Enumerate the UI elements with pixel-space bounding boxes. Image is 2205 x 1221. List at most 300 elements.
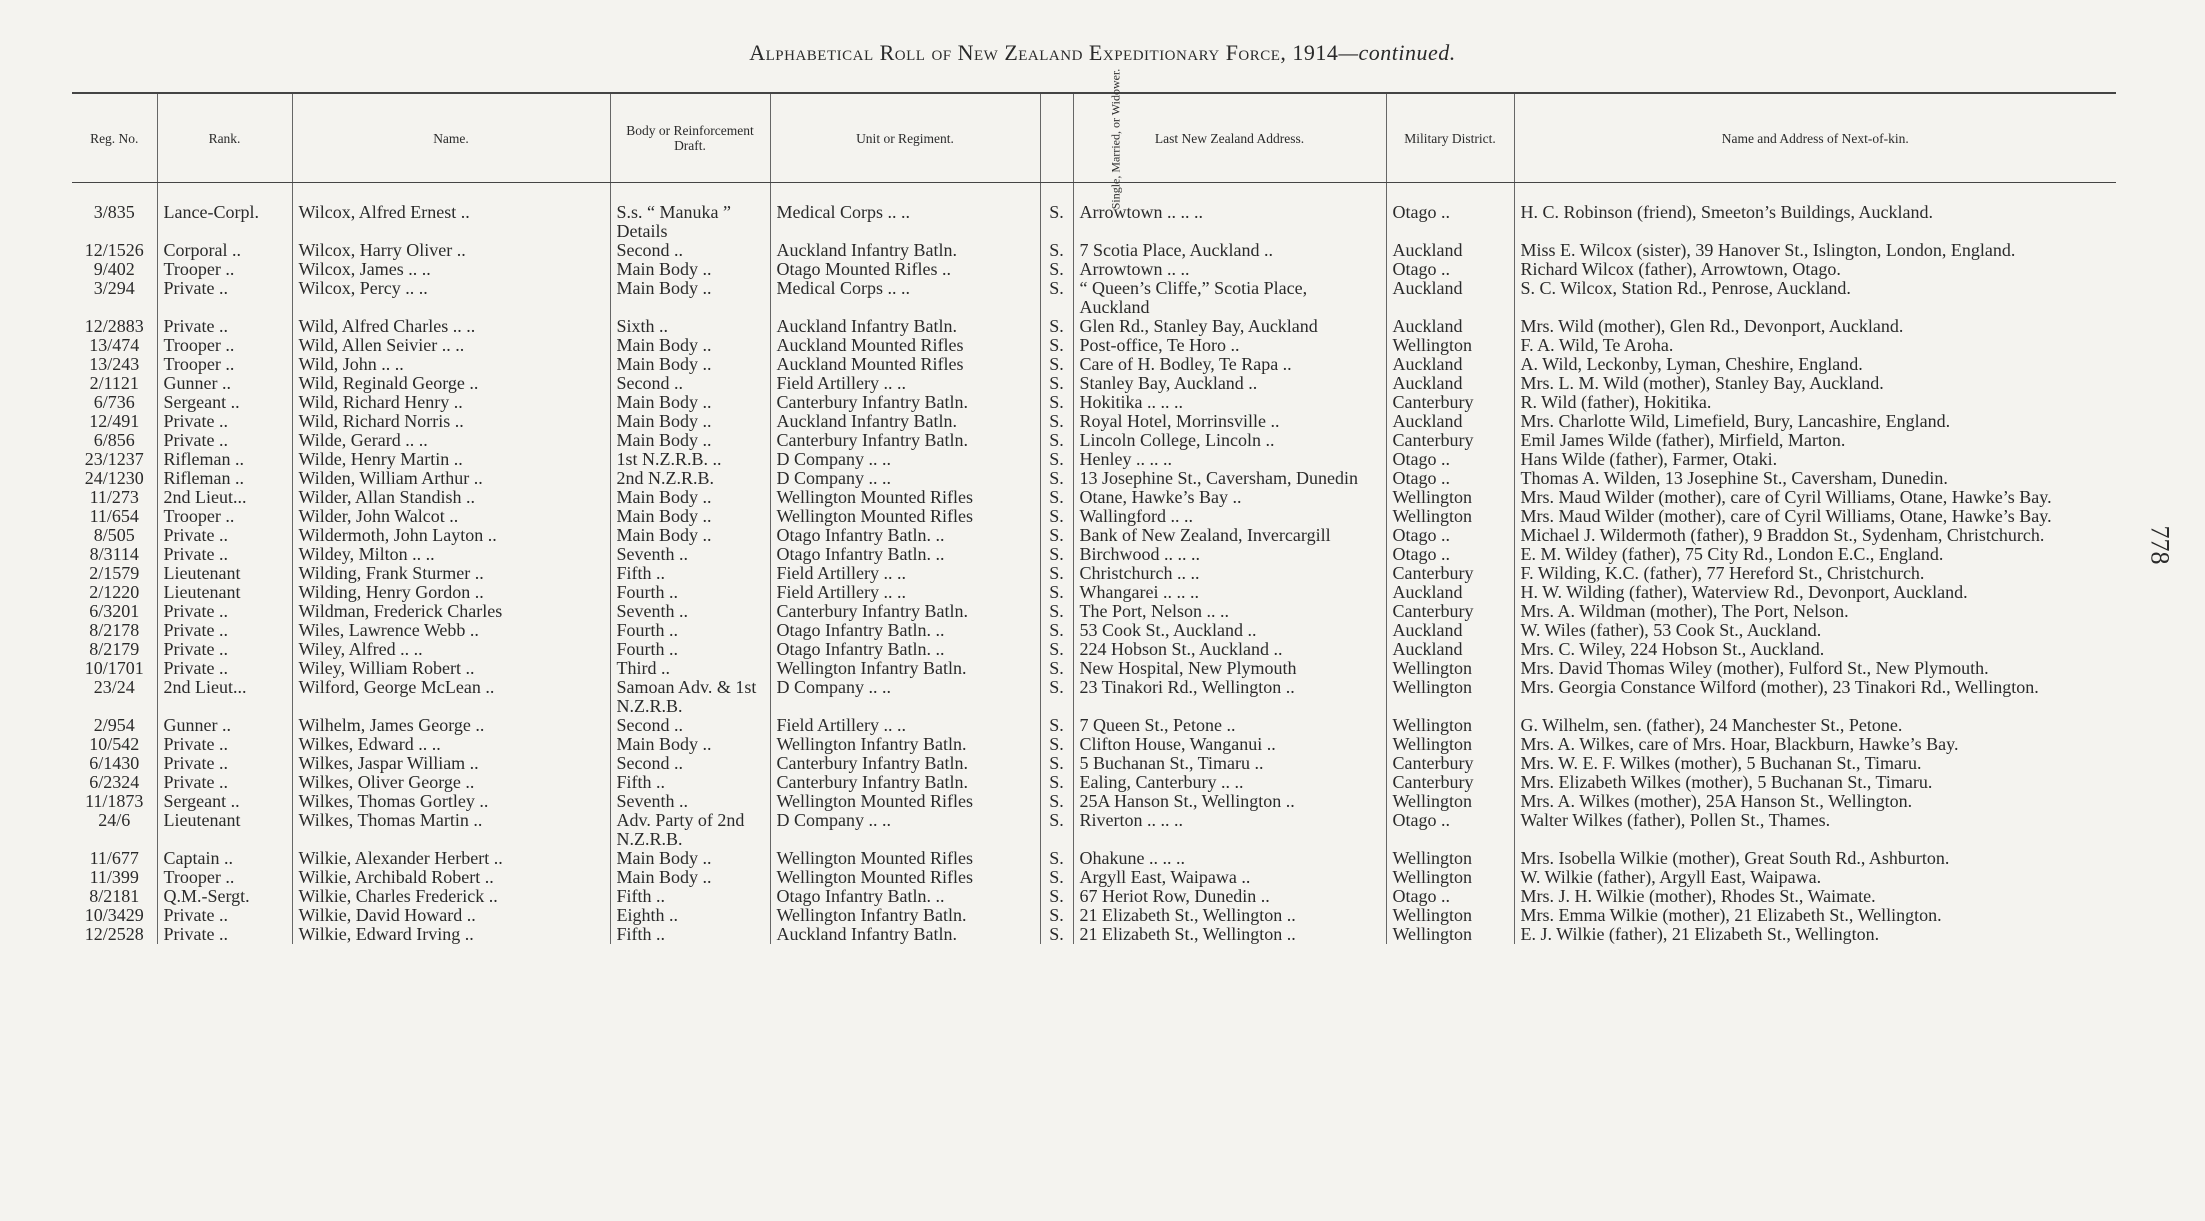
cell-unit: Otago Infantry Batln. .. (770, 621, 1040, 640)
cell-address: 23 Tinakori Rd., Wellington .. (1073, 678, 1386, 716)
cell-name: Wildermoth, John Layton .. (292, 526, 610, 545)
cell-reg-no: 23/24 (93, 678, 135, 697)
cell-kin: H. C. Robinson (friend), Smeeton’s Buildings, Auckland. (1514, 203, 2116, 241)
cell-rank: Lieutenant (157, 583, 292, 602)
cell-name: Wilhelm, James George .. (292, 716, 610, 735)
cell-body: Main Body .. (610, 393, 770, 412)
cell-body: Fourth .. (610, 583, 770, 602)
cell-district: Otago .. (1386, 545, 1514, 564)
cell-district: Wellington (1386, 849, 1514, 868)
cell-unit: Otago Infantry Batln. .. (770, 887, 1040, 906)
table-row (72, 925, 2116, 944)
spacer-cell (1514, 183, 2116, 204)
cell-status: S. (1040, 279, 1073, 317)
table-row (72, 811, 2116, 849)
cell-name: Wilkes, Edward .. .. (292, 735, 610, 754)
cell-body: Fifth .. (610, 773, 770, 792)
header-address: Last New Zealand Address. (1073, 93, 1386, 183)
cell-address: Hokitika .. .. .. (1073, 393, 1386, 412)
cell-body: Main Body .. (610, 488, 770, 507)
cell-district: Auckland (1386, 412, 1514, 431)
cell-body: S.s. “ Manuka ” Details (610, 203, 770, 241)
cell-kin: A. Wild, Leckonby, Lyman, Cheshire, England. (1514, 355, 2116, 374)
cell-status: S. (1040, 260, 1073, 279)
table-row (72, 868, 2116, 887)
cell-address: 5 Buchanan St., Timaru .. (1073, 754, 1386, 773)
cell-rank: Private .. (157, 545, 292, 564)
cell-rank: Private .. (157, 412, 292, 431)
cell-district: Otago .. (1386, 203, 1514, 241)
header-status (1040, 68, 1122, 209)
table-row (72, 640, 2116, 659)
header-body: Body or Reinforcement Draft. (610, 93, 770, 183)
cell-reg-no: 10/542 (89, 735, 140, 754)
cell-kin: Mrs. Elizabeth Wilkes (mother), 5 Buchanan St., Timaru. (1514, 773, 2116, 792)
cell-rank: Rifleman .. (157, 469, 292, 488)
spacer-cell (1386, 183, 1514, 204)
page-number: 778 (2145, 525, 2175, 565)
cell-kin: Mrs. David Thomas Wiley (mother), Fulford St., New Plymouth. (1514, 659, 2116, 678)
cell-name: Wild, Alfred Charles .. .. (292, 317, 610, 336)
cell-name: Wild, John .. .. (292, 355, 610, 374)
cell-district: Canterbury (1386, 431, 1514, 450)
cell-reg-no: 11/654 (89, 507, 139, 526)
cell-kin: G. Wilhelm, sen. (father), 24 Manchester St., Petone. (1514, 716, 2116, 735)
spacer-cell (72, 183, 157, 204)
cell-address: Birchwood .. .. .. (1073, 545, 1386, 564)
cell-reg-no: 2/1121 (89, 374, 139, 393)
cell-district: Wellington (1386, 716, 1514, 735)
cell-body: Samoan Adv. & 1st N.Z.R.B. (610, 678, 770, 716)
cell-kin: Mrs. Georgia Constance Wilford (mother), 23 Tinakori Rd., Wellington. (1514, 678, 2116, 716)
cell-name: Wilding, Henry Gordon .. (292, 583, 610, 602)
cell-reg-no: 8/505 (93, 526, 135, 545)
table-row (72, 260, 2116, 279)
cell-body: Seventh .. (610, 545, 770, 564)
cell-name: Wilford, George McLean .. (292, 678, 610, 716)
cell-district: Canterbury (1386, 602, 1514, 621)
cell-reg-no: 12/2528 (84, 925, 144, 944)
cell-address: 53 Cook St., Auckland .. (1073, 621, 1386, 640)
cell-reg-no: 10/3429 (84, 906, 144, 925)
cell-kin: E. M. Wildey (father), 75 City Rd., London E.C., England. (1514, 545, 2116, 564)
cell-name: Wilcox, Harry Oliver .. (292, 241, 610, 260)
cell-body: Sixth .. (610, 317, 770, 336)
cell-body: Main Body .. (610, 336, 770, 355)
page-title (0, 40, 2205, 66)
cell-kin: Mrs. L. M. Wild (mother), Stanley Bay, Auckland. (1514, 374, 2116, 393)
header-unit: Unit or Regiment. (770, 93, 1040, 183)
cell-address: Bank of New Zealand, Invercargill (1073, 526, 1386, 545)
cell-body: Third .. (610, 659, 770, 678)
cell-kin: Miss E. Wilcox (sister), 39 Hanover St., Islington, London, England. (1514, 241, 2116, 260)
cell-status: S. (1040, 887, 1073, 906)
table-row (72, 431, 2116, 450)
cell-rank: Sergeant .. (157, 393, 292, 412)
cell-reg-no: 12/491 (89, 412, 140, 431)
table-row (72, 374, 2116, 393)
table-row (72, 469, 2116, 488)
cell-reg-no: 11/1873 (85, 792, 144, 811)
cell-district: Otago .. (1386, 811, 1514, 849)
cell-unit: Otago Mounted Rifles .. (770, 260, 1040, 279)
cell-rank: Private .. (157, 602, 292, 621)
cell-body: Main Body .. (610, 260, 770, 279)
cell-rank: Private .. (157, 621, 292, 640)
cell-address: 224 Hobson St., Auckland .. (1073, 640, 1386, 659)
cell-body: Eighth .. (610, 906, 770, 925)
cell-reg-no: 6/2324 (89, 773, 140, 792)
cell-body: Second .. (610, 241, 770, 260)
cell-name: Wilkie, David Howard .. (292, 906, 610, 925)
cell-reg-no: 13/474 (89, 336, 140, 355)
cell-rank: Trooper .. (157, 868, 292, 887)
cell-body: Main Body .. (610, 355, 770, 374)
cell-name: Wilkie, Archibald Robert .. (292, 868, 610, 887)
cell-name: Wild, Richard Norris .. (292, 412, 610, 431)
cell-body: Main Body .. (610, 279, 770, 317)
cell-district: Auckland (1386, 279, 1514, 317)
cell-status: S. (1040, 526, 1073, 545)
cell-status: S. (1040, 355, 1073, 374)
roll-body (72, 183, 2116, 945)
cell-rank: Trooper .. (157, 355, 292, 374)
cell-address: 21 Elizabeth St., Wellington .. (1073, 906, 1386, 925)
table-row (72, 583, 2116, 602)
table-row (72, 792, 2116, 811)
cell-rank: Private .. (157, 925, 292, 944)
table-row (72, 545, 2116, 564)
cell-status: S. (1040, 735, 1073, 754)
cell-unit: D Company .. .. (770, 469, 1040, 488)
cell-district: Canterbury (1386, 393, 1514, 412)
cell-status: S. (1040, 754, 1073, 773)
cell-reg-no: 11/399 (89, 868, 139, 887)
cell-body: Main Body .. (610, 735, 770, 754)
cell-body: Main Body .. (610, 849, 770, 868)
cell-district: Auckland (1386, 241, 1514, 260)
cell-unit: Field Artillery .. .. (770, 716, 1040, 735)
cell-reg-no: 2/1220 (89, 583, 140, 602)
cell-status: S. (1040, 241, 1073, 260)
page-title-continued: —continued. (1338, 40, 1456, 65)
cell-status: S. (1040, 925, 1073, 944)
cell-district: Otago .. (1386, 526, 1514, 545)
cell-reg-no: 8/2181 (89, 887, 140, 906)
cell-rank: Trooper .. (157, 260, 292, 279)
cell-status: S. (1040, 393, 1073, 412)
cell-reg-no: 3/835 (93, 203, 135, 222)
cell-rank: Private .. (157, 640, 292, 659)
cell-district: Wellington (1386, 678, 1514, 716)
table-row (72, 317, 2116, 336)
cell-unit: D Company .. .. (770, 450, 1040, 469)
cell-district: Auckland (1386, 583, 1514, 602)
cell-name: Wilcox, Alfred Ernest .. (292, 203, 610, 241)
cell-status: S. (1040, 811, 1073, 849)
cell-name: Wiley, Alfred .. .. (292, 640, 610, 659)
table-row (72, 602, 2116, 621)
cell-rank: Private .. (157, 526, 292, 545)
cell-district: Auckland (1386, 317, 1514, 336)
cell-unit: Auckland Infantry Batln. (770, 241, 1040, 260)
cell-name: Wilding, Frank Sturmer .. (292, 564, 610, 583)
cell-unit: Auckland Infantry Batln. (770, 925, 1040, 944)
cell-body: 1st N.Z.R.B. .. (610, 450, 770, 469)
cell-reg-no: 24/1230 (84, 469, 144, 488)
cell-district: Wellington (1386, 336, 1514, 355)
cell-kin: Mrs. A. Wilkes, care of Mrs. Hoar, Blackburn, Hawke’s Bay. (1514, 735, 2116, 754)
table-row (72, 241, 2116, 260)
cell-rank: Lieutenant (157, 811, 292, 849)
cell-district: Auckland (1386, 355, 1514, 374)
cell-address: Clifton House, Wanganui .. (1073, 735, 1386, 754)
table-row (72, 659, 2116, 678)
cell-name: Wilcox, James .. .. (292, 260, 610, 279)
cell-body: Main Body .. (610, 526, 770, 545)
cell-kin: Thomas A. Wilden, 13 Josephine St., Caversham, Dunedin. (1514, 469, 2116, 488)
cell-unit: Otago Infantry Batln. .. (770, 526, 1040, 545)
cell-body: Fourth .. (610, 640, 770, 659)
header-status-label: Single, Married, or Widower. (1107, 68, 1122, 209)
cell-reg-no: 8/2178 (89, 621, 140, 640)
cell-unit: Auckland Mounted Rifles (770, 336, 1040, 355)
cell-rank: Lieutenant (157, 564, 292, 583)
cell-kin: Richard Wilcox (father), Arrowtown, Otago. (1514, 260, 2116, 279)
cell-status: S. (1040, 621, 1073, 640)
cell-name: Wilder, John Walcot .. (292, 507, 610, 526)
cell-reg-no: 9/402 (93, 260, 135, 279)
cell-rank: Private .. (157, 754, 292, 773)
cell-address: 7 Queen St., Petone .. (1073, 716, 1386, 735)
cell-name: Wilder, Allan Standish .. (292, 488, 610, 507)
cell-rank: Captain .. (157, 849, 292, 868)
cell-body: 2nd N.Z.R.B. (610, 469, 770, 488)
cell-status: S. (1040, 469, 1073, 488)
cell-unit: Wellington Infantry Batln. (770, 906, 1040, 925)
cell-status: S. (1040, 564, 1073, 583)
cell-kin: Hans Wilde (father), Farmer, Otaki. (1514, 450, 2116, 469)
page-title-main: Alphabetical Roll of New Zealand Expeditionary Force, 1914 (749, 40, 1339, 65)
cell-status: S. (1040, 336, 1073, 355)
cell-unit: Wellington Infantry Batln. (770, 735, 1040, 754)
cell-unit: D Company .. .. (770, 678, 1040, 716)
cell-body: Fourth .. (610, 621, 770, 640)
cell-kin: Mrs. Isobella Wilkie (mother), Great South Rd., Ashburton. (1514, 849, 2116, 868)
cell-reg-no: 2/954 (93, 716, 135, 735)
cell-status: S. (1040, 773, 1073, 792)
table-row (72, 621, 2116, 640)
cell-kin: Michael J. Wildermoth (father), 9 Braddon St., Sydenham, Christchurch. (1514, 526, 2116, 545)
cell-body: Seventh .. (610, 602, 770, 621)
table-row (72, 887, 2116, 906)
cell-district: Wellington (1386, 488, 1514, 507)
cell-name: Wilkes, Thomas Gortley .. (292, 792, 610, 811)
cell-reg-no: 3/294 (93, 279, 135, 298)
cell-unit: Medical Corps .. .. (770, 279, 1040, 317)
cell-body: Seventh .. (610, 792, 770, 811)
cell-reg-no: 8/3114 (89, 545, 139, 564)
cell-reg-no: 6/856 (93, 431, 135, 450)
table-row (72, 849, 2116, 868)
table-row (72, 564, 2116, 583)
table-row (72, 735, 2116, 754)
cell-name: Wiley, William Robert .. (292, 659, 610, 678)
cell-unit: Canterbury Infantry Batln. (770, 393, 1040, 412)
cell-reg-no: 11/677 (89, 849, 139, 868)
cell-district: Wellington (1386, 906, 1514, 925)
cell-unit: Medical Corps .. .. (770, 203, 1040, 241)
cell-address: Lincoln College, Lincoln .. (1073, 431, 1386, 450)
cell-address: 13 Josephine St., Caversham, Dunedin (1073, 469, 1386, 488)
cell-rank: Corporal .. (157, 241, 292, 260)
table-row (72, 754, 2116, 773)
cell-rank: Private .. (157, 431, 292, 450)
cell-status: S. (1040, 450, 1073, 469)
cell-unit: Auckland Mounted Rifles (770, 355, 1040, 374)
cell-kin: Mrs. Wild (mother), Glen Rd., Devonport, Auckland. (1514, 317, 2116, 336)
cell-address: 7 Scotia Place, Auckland .. (1073, 241, 1386, 260)
cell-district: Wellington (1386, 507, 1514, 526)
table-row (72, 507, 2116, 526)
cell-address: Ohakune .. .. .. (1073, 849, 1386, 868)
cell-unit: Wellington Mounted Rifles (770, 507, 1040, 526)
cell-status: S. (1040, 317, 1073, 336)
header-name: Name. (292, 93, 610, 183)
cell-unit: Auckland Infantry Batln. (770, 412, 1040, 431)
cell-name: Wilde, Gerard .. .. (292, 431, 610, 450)
cell-kin: F. Wilding, K.C. (father), 77 Hereford St., Christchurch. (1514, 564, 2116, 583)
cell-address: Christchurch .. .. (1073, 564, 1386, 583)
cell-status: S. (1040, 792, 1073, 811)
cell-status: S. (1040, 716, 1073, 735)
cell-kin: Mrs. Emma Wilkie (mother), 21 Elizabeth St., Wellington. (1514, 906, 2116, 925)
cell-status: S. (1040, 374, 1073, 393)
cell-name: Wilden, William Arthur .. (292, 469, 610, 488)
cell-rank: Trooper .. (157, 336, 292, 355)
spacer-cell (770, 183, 1040, 204)
cell-name: Wilkes, Thomas Martin .. (292, 811, 610, 849)
cell-kin: Emil James Wilde (father), Mirfield, Marton. (1514, 431, 2116, 450)
cell-name: Wilkie, Alexander Herbert .. (292, 849, 610, 868)
cell-status: S. (1040, 906, 1073, 925)
cell-rank: Lance-Corpl. (157, 203, 292, 241)
cell-name: Wilcox, Percy .. .. (292, 279, 610, 317)
cell-unit: Canterbury Infantry Batln. (770, 431, 1040, 450)
cell-unit: Canterbury Infantry Batln. (770, 754, 1040, 773)
cell-name: Wilkes, Jaspar William .. (292, 754, 610, 773)
cell-district: Auckland (1386, 640, 1514, 659)
cell-unit: Wellington Mounted Rifles (770, 868, 1040, 887)
cell-unit: Otago Infantry Batln. .. (770, 640, 1040, 659)
cell-status: S. (1040, 640, 1073, 659)
cell-rank: Rifleman .. (157, 450, 292, 469)
cell-name: Wild, Richard Henry .. (292, 393, 610, 412)
cell-rank: Private .. (157, 735, 292, 754)
header-rank: Rank. (157, 93, 292, 183)
cell-name: Wiles, Lawrence Webb .. (292, 621, 610, 640)
cell-kin: Mrs. Charlotte Wild, Limefield, Bury, Lancashire, England. (1514, 412, 2116, 431)
cell-address: Arrowtown .. .. (1073, 260, 1386, 279)
cell-reg-no: 24/6 (98, 811, 131, 830)
cell-district: Wellington (1386, 659, 1514, 678)
cell-body: Main Body .. (610, 412, 770, 431)
header-row (72, 93, 2116, 183)
cell-status: S. (1040, 678, 1073, 716)
cell-body: Fifth .. (610, 887, 770, 906)
cell-unit: Wellington Mounted Rifles (770, 849, 1040, 868)
spacer-cell (157, 183, 292, 204)
cell-rank: Private .. (157, 317, 292, 336)
cell-body: Adv. Party of 2nd N.Z.R.B. (610, 811, 770, 849)
table-row (72, 203, 2116, 241)
cell-address: New Hospital, New Plymouth (1073, 659, 1386, 678)
cell-unit: Canterbury Infantry Batln. (770, 602, 1040, 621)
cell-rank: Private .. (157, 773, 292, 792)
cell-reg-no: 23/1237 (84, 450, 144, 469)
cell-address: Care of H. Bodley, Te Rapa .. (1073, 355, 1386, 374)
cell-unit: Canterbury Infantry Batln. (770, 773, 1040, 792)
cell-body: Fifth .. (610, 925, 770, 944)
table-row (72, 773, 2116, 792)
cell-body: Second .. (610, 716, 770, 735)
cell-district: Wellington (1386, 925, 1514, 944)
cell-district: Otago .. (1386, 887, 1514, 906)
cell-address: 25A Hanson St., Wellington .. (1073, 792, 1386, 811)
cell-address: Wallingford .. .. (1073, 507, 1386, 526)
cell-name: Wilkie, Charles Frederick .. (292, 887, 610, 906)
cell-rank: Private .. (157, 659, 292, 678)
spacer-row (72, 183, 2116, 204)
cell-kin: Mrs. C. Wiley, 224 Hobson St., Auckland. (1514, 640, 2116, 659)
table-row (72, 279, 2116, 317)
cell-status: S. (1040, 203, 1073, 241)
cell-district: Otago .. (1386, 260, 1514, 279)
cell-rank: Private .. (157, 906, 292, 925)
cell-unit: Wellington Mounted Rifles (770, 488, 1040, 507)
cell-kin: Mrs. Maud Wilder (mother), care of Cyril Williams, Otane, Hawke’s Bay. (1514, 488, 2116, 507)
cell-unit: Field Artillery .. .. (770, 374, 1040, 393)
cell-kin: Walter Wilkes (father), Pollen St., Thames. (1514, 811, 2116, 849)
cell-body: Main Body .. (610, 868, 770, 887)
cell-address: Post-office, Te Horo .. (1073, 336, 1386, 355)
cell-status: S. (1040, 659, 1073, 678)
cell-status: S. (1040, 602, 1073, 621)
cell-district: Canterbury (1386, 754, 1514, 773)
cell-district: Wellington (1386, 792, 1514, 811)
cell-status: S. (1040, 507, 1073, 526)
cell-name: Wilkie, Edward Irving .. (292, 925, 610, 944)
cell-body: Second .. (610, 754, 770, 773)
cell-district: Otago .. (1386, 450, 1514, 469)
cell-name: Wild, Allen Seivier .. .. (292, 336, 610, 355)
header-district: Military District. (1386, 93, 1514, 183)
cell-reg-no: 12/1526 (84, 241, 144, 260)
cell-reg-no: 10/1701 (84, 659, 144, 678)
cell-status: S. (1040, 545, 1073, 564)
cell-rank: Q.M.-Sergt. (157, 887, 292, 906)
cell-district: Canterbury (1386, 773, 1514, 792)
cell-rank: Gunner .. (157, 716, 292, 735)
spacer-cell (1040, 183, 1073, 204)
table-row (72, 393, 2116, 412)
cell-address: Henley .. .. .. (1073, 450, 1386, 469)
cell-reg-no: 12/2883 (84, 317, 144, 336)
table-row (72, 488, 2116, 507)
cell-kin: Mrs. J. H. Wilkie (mother), Rhodes St., Waimate. (1514, 887, 2116, 906)
cell-body: Fifth .. (610, 564, 770, 583)
cell-address: Otane, Hawke’s Bay .. (1073, 488, 1386, 507)
